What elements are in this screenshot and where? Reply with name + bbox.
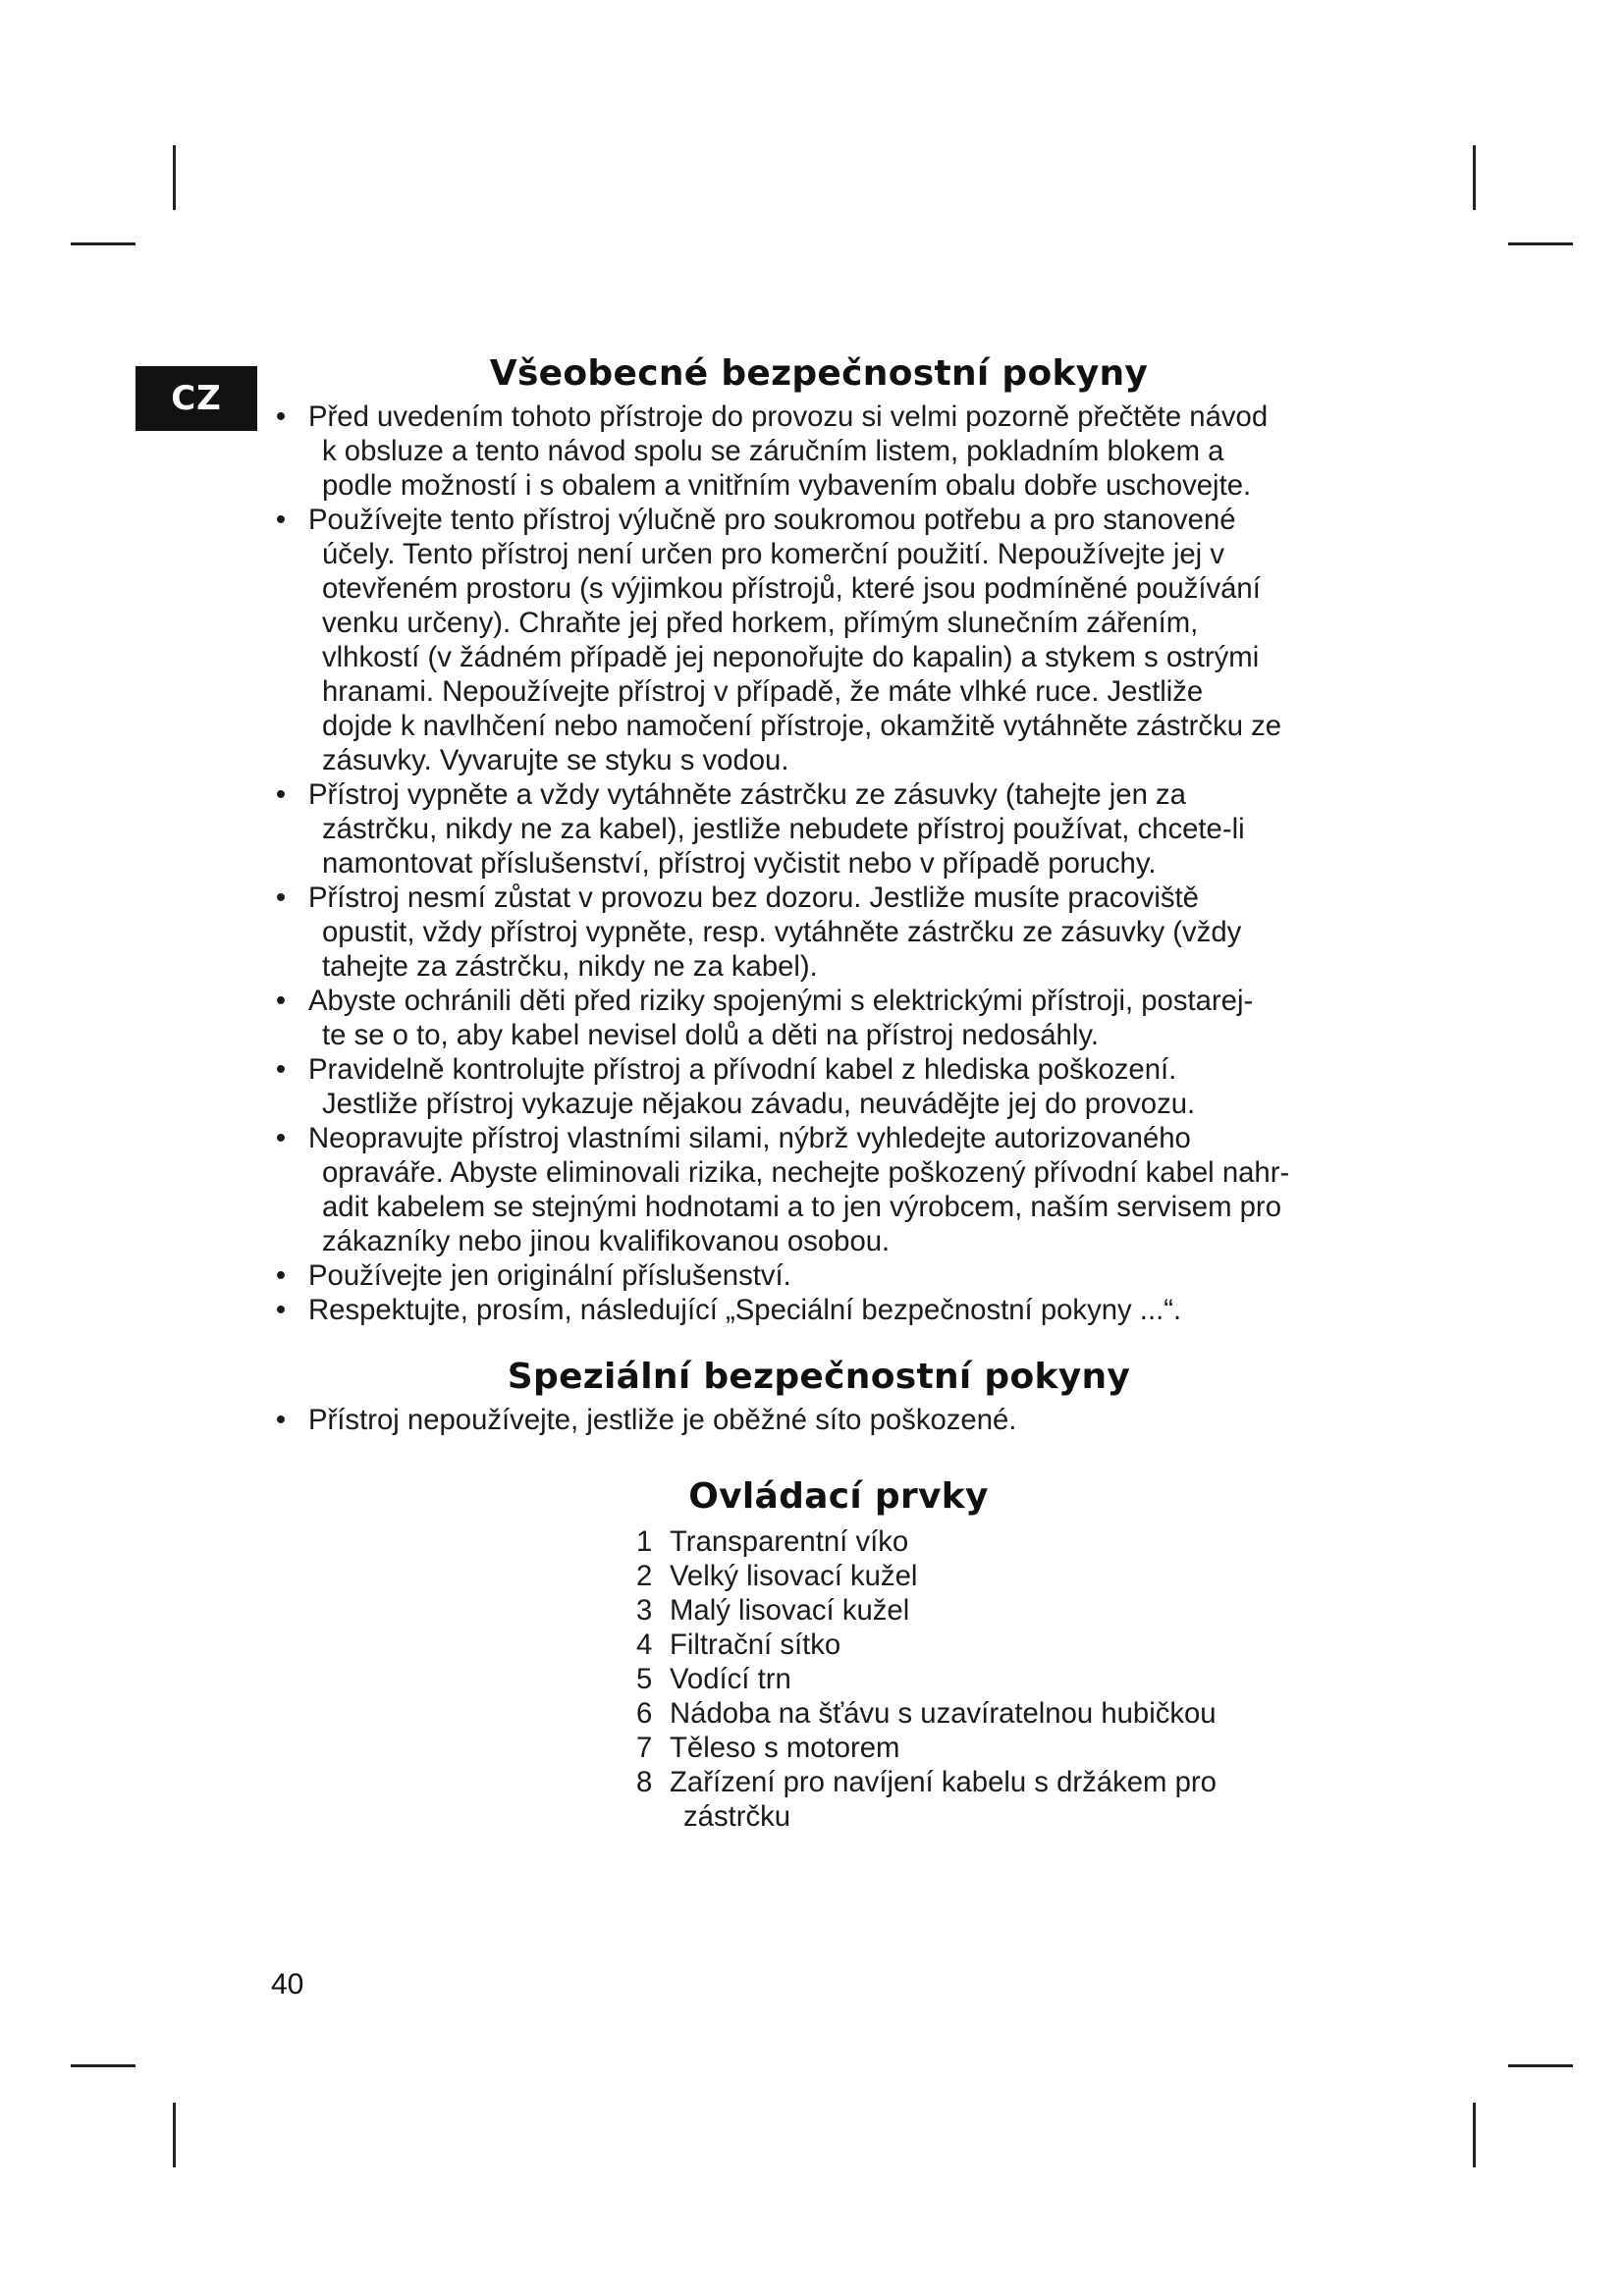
crop-mark-top-right-horizontal [1508,242,1573,245]
control-item [636,1696,1394,1731]
control-item-label: Vodící trn [670,1663,791,1695]
general-safety-list [263,400,1394,1327]
control-item-number: 3 [636,1594,653,1627]
page-number: 40 [271,1968,304,2001]
list-item-line: k obsluze a tento návod spolu se záručním listem, pokladním blokem a [322,435,1224,467]
list-item-line: Abyste ochránili děti před riziky spojenými s elektrickými přístroji, postarej- [308,985,1254,1017]
control-item-number: 8 [636,1766,653,1798]
list-item [263,1258,1394,1293]
list-item-line: účely. Tento přístroj není určen pro komerční použití. Nepoužívejte jej v [322,538,1224,570]
control-item-number: 5 [636,1663,653,1695]
list-item-line: zásuvky. Vyvarujte se styku s vodou. [322,744,789,776]
list-item-line: hranami. Nepoužívejte přístroj v případě, že máte vlhké ruce. Jestliže [322,675,1204,708]
list-item-line: adit kabelem se stejnými hodnotami a to jen výrobcem, naším servisem pro [322,1191,1281,1223]
list-item [263,777,1394,881]
list-item [263,1403,1394,1437]
control-item [636,1731,1394,1765]
control-item [636,1593,1394,1628]
list-item-line: Přístroj nesmí zůstat v provozu bez dozoru. Jestliže musíte pracoviště [308,881,1199,914]
list-item-line: dojde k navlhčení nebo namočení přístroje, okamžitě vytáhněte zástrčku ze [322,710,1282,742]
list-item-line: venku určeny). Chraňte jej před horkem, přímým slunečním zářením, [322,607,1199,639]
bullet-icon: • [275,400,287,433]
bullet-icon: • [275,1122,287,1154]
list-item-line: te se o to, aby kabel nevisel dolů a děti na přístroj nedosáhly. [322,1019,1099,1051]
control-item [636,1662,1394,1696]
control-item-label: Transparentní víko [670,1525,909,1558]
list-item-line: Neopravujte přístroj vlastními silami, nýbrž vyhledejte autorizovaného [308,1122,1191,1154]
list-item-line: podle možností i s obalem a vnitřním vybavením obalu dobře uschovejte. [322,469,1252,502]
bullet-icon: • [275,1053,287,1086]
control-item-number: 4 [636,1629,653,1661]
list-item-line: zákazníky nebo jinou kvalifikovanou osobou. [322,1225,891,1257]
list-item [263,400,1394,503]
crop-mark-bottom-right-vertical [1473,2103,1476,2167]
bullet-icon: • [275,1404,287,1436]
control-item-label: Těleso s motorem [670,1732,900,1764]
crop-mark-bottom-left-horizontal [71,2064,135,2067]
list-item-line: Pravidelně kontrolujte přístroj a přívodní kabel z hlediska poškození. [308,1053,1177,1086]
list-item-line: namontovat příslušenství, přístroj vyčistit nebo v případě poruchy. [322,847,1157,880]
list-item-line: Přístroj vypněte a vždy vytáhněte zástrčku ze zásuvky (tahejte jen za [308,778,1186,811]
list-item-line: tahejte za zástrčku, nikdy ne za kabel). [322,950,818,983]
control-item [636,1559,1394,1593]
list-item-line: Používejte jen originální příslušenství. [308,1259,791,1292]
list-item [263,1293,1394,1327]
list-item-line: zástrčku, nikdy ne za kabel), jestliže nebudete přístroj používat, chcete-li [322,813,1245,845]
language-tab: CZ [135,366,257,431]
bullet-icon: • [275,778,287,811]
control-item-label: Zařízení pro navíjení kabelu s držákem pro [670,1766,1217,1798]
control-item-number: 6 [636,1697,653,1730]
control-item-label: Nádoba na šťávu s uzavíratelnou hubičkou [670,1697,1217,1730]
control-item-number: 2 [636,1560,653,1592]
list-item-line: vlhkostí (v žádném případě jej neponořujte do kapalin) a stykem s ostrými [322,641,1260,673]
special-safety-list [263,1403,1394,1437]
control-item-number: 1 [636,1525,653,1558]
control-item-label: Malý lisovací kužel [670,1594,910,1627]
list-item [263,881,1394,984]
page-content [263,353,1394,1834]
control-item [636,1765,1394,1834]
control-item-label: Velký lisovací kužel [670,1560,918,1592]
bullet-icon: • [275,1259,287,1292]
list-item-line: opraváře. Abyste eliminovali rizika, nechejte poškozený přívodní kabel nahr- [322,1156,1290,1189]
bullet-icon: • [275,985,287,1017]
general-safety-heading: Všeobecné bezpečnostní pokyny [489,353,1149,394]
crop-mark-bottom-right-horizontal [1508,2064,1573,2067]
special-safety-heading: Speziální bezpečnostní pokyny [507,1357,1131,1397]
list-item-line: Před uvedením tohoto přístroje do provozu si velmi pozorně přečtěte návod [308,400,1269,433]
list-item [263,503,1394,777]
list-item-line: opustit, vždy přístroj vypněte, resp. vytáhněte zástrčku ze zásuvky (vždy [322,916,1242,948]
list-item [263,1052,1394,1121]
control-item [636,1628,1394,1662]
list-item-line: otevřeném prostoru (s výjimkou přístrojů, které jsou podmíněné používání [322,572,1261,605]
list-item-line: Jestliže přístroj vykazuje nějakou závadu, neuvádějte jej do provozu. [322,1088,1196,1120]
controls-heading: Ovládací prvky [688,1476,989,1517]
list-item [263,1121,1394,1258]
controls-list [636,1524,1394,1834]
control-item-label: zástrčku [683,1800,791,1833]
bullet-icon: • [275,1294,287,1326]
crop-mark-top-right-vertical [1473,145,1476,210]
list-item-line: Respektujte, prosím, následující „Speciální bezpečnostní pokyny ...“. [308,1294,1182,1326]
list-item-line: Přístroj nepoužívejte, jestliže je oběžné síto poškozené. [308,1404,1017,1436]
control-item-number: 7 [636,1732,653,1764]
bullet-icon: • [275,881,287,914]
crop-mark-top-left-horizontal [71,242,135,245]
crop-mark-bottom-left-vertical [173,2103,176,2167]
crop-mark-top-left-vertical [173,145,176,210]
control-item-label: Filtrační sítko [670,1629,841,1661]
list-item-line: Používejte tento přístroj výlučně pro soukromou potřebu a pro stanovené [308,504,1236,536]
control-item [636,1524,1394,1559]
bullet-icon: • [275,504,287,536]
list-item [263,984,1394,1052]
